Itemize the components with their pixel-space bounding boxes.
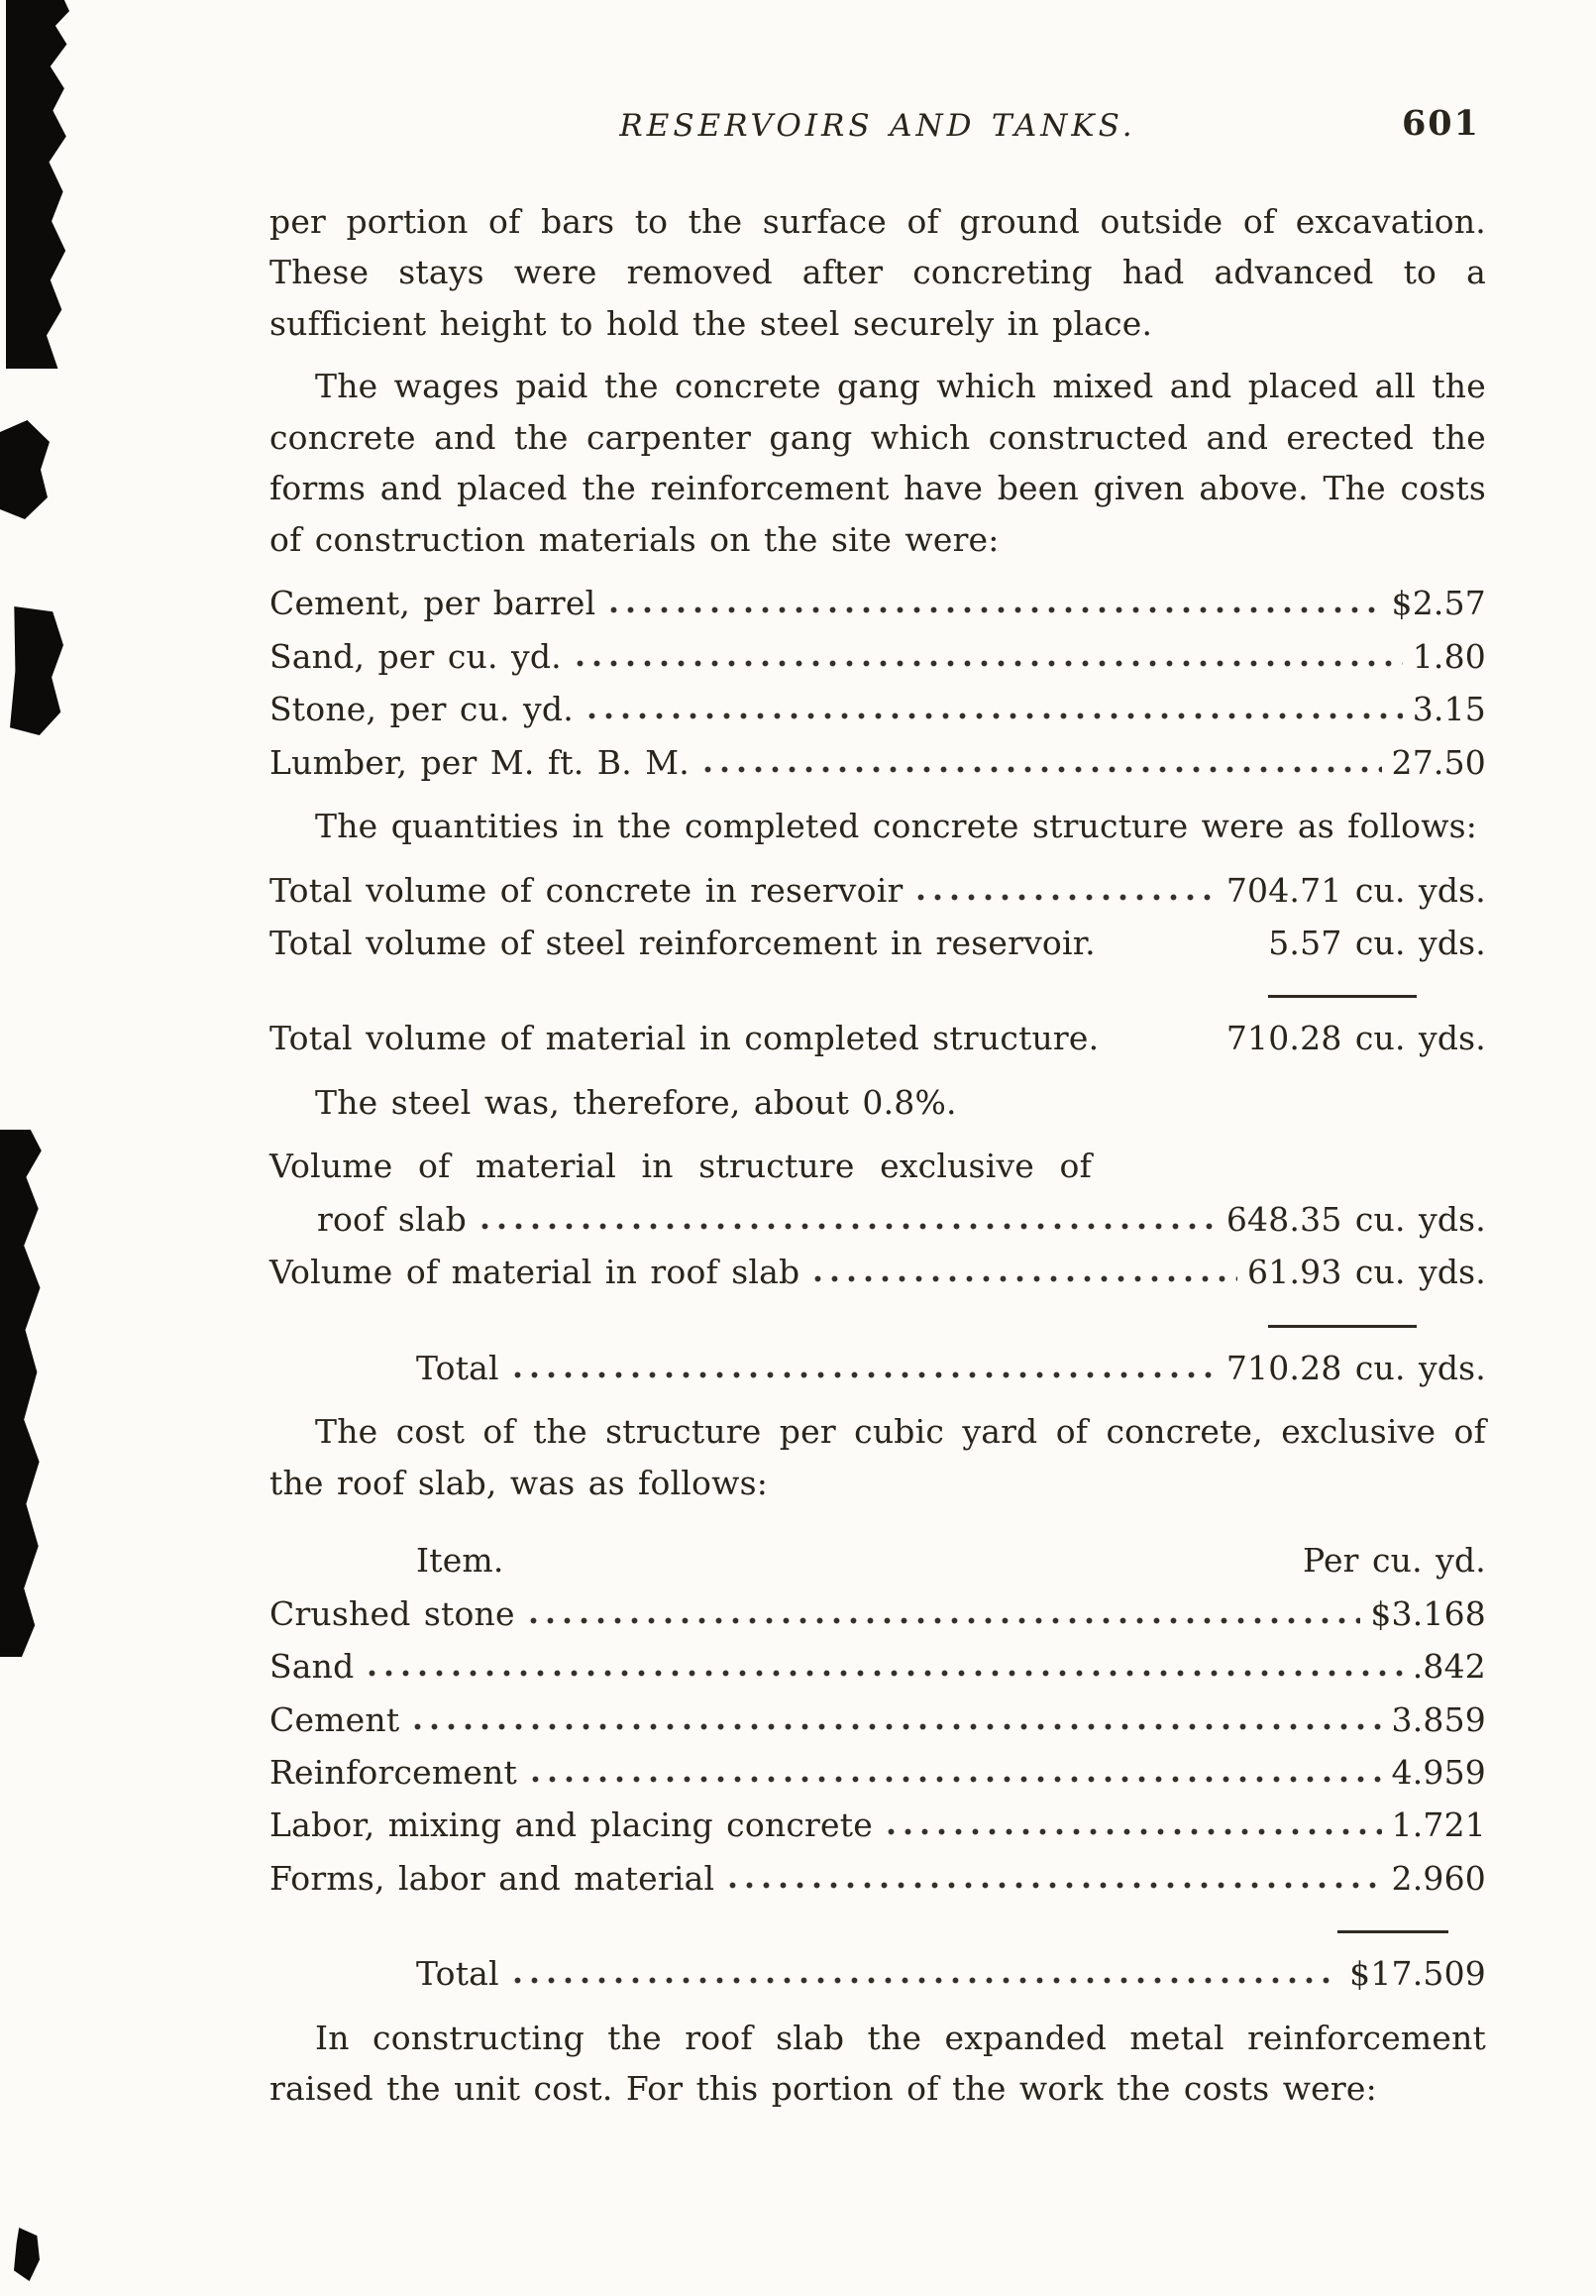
page-number: 601 — [1401, 103, 1480, 144]
dot-leader — [584, 711, 1403, 720]
item-value: 648.35 cu. yds. — [1225, 1199, 1486, 1239]
materials-cost-list — [269, 577, 1486, 789]
item-value: $3.168 — [1370, 1593, 1486, 1633]
list-item — [269, 577, 1486, 629]
dot-leader — [509, 1976, 1339, 1985]
scan-ink-artifact — [14, 2228, 40, 2281]
scan-ink-artifact — [0, 420, 50, 519]
table-row — [269, 1694, 1486, 1746]
item-value: 3.15 — [1412, 690, 1486, 729]
item-label: Cement, per barrel — [269, 584, 596, 623]
sum-rule — [1268, 995, 1417, 998]
paragraph-roof-slab: In constructing the roof slab the expanded metal reinforcement raised the unit cost. For this portion of the work the costs were: — [269, 2018, 1486, 2109]
dot-leader — [509, 1370, 1217, 1379]
item-value: 2.960 — [1391, 1858, 1486, 1898]
item-label: Total volume of steel reinforcement in reservoir. — [269, 924, 1096, 963]
item-label: Stone, per cu. yd. — [269, 690, 574, 729]
item-value: 27.50 — [1391, 742, 1486, 782]
page-content — [269, 99, 1486, 2115]
volumes-list — [269, 1140, 1486, 1298]
cost-table-header — [269, 1534, 1486, 1586]
paragraph-continuation: per portion of bars to the surface of ground outside of excavation. These stays were removed after concreting had advanced to a sufficient height to hold the steel securely in place. — [269, 202, 1486, 343]
chapter-running-title: RESERVOIRS AND TANKS. — [619, 108, 1136, 144]
sum-rule — [1268, 1325, 1417, 1328]
item-value: $2.57 — [1391, 584, 1486, 623]
list-item — [269, 630, 1486, 683]
list-item — [269, 683, 1486, 735]
paragraph-wages: The wages paid the concrete gang which mixed and placed all the concrete and the carpenter gang which constructed and erected the forms and placed the reinforcement have been given above. The costs of construction materials on the site were: — [269, 367, 1486, 559]
item-value: 1.721 — [1391, 1805, 1486, 1845]
item-value: 704.71 cu. yds. — [1225, 870, 1486, 910]
dot-leader — [912, 893, 1216, 902]
total-label: Total — [416, 1348, 499, 1387]
volumes-total-row — [269, 1342, 1486, 1394]
dot-leader — [572, 659, 1403, 668]
column-header-per-cu-yd: Per cu. yd. — [1303, 1541, 1486, 1581]
list-item-line2 — [269, 1193, 1486, 1246]
list-item — [269, 864, 1486, 917]
item-label: Sand — [269, 1647, 355, 1687]
total-value: $17.509 — [1349, 1954, 1486, 1994]
item-value: 61.93 cu. yds. — [1247, 1253, 1486, 1292]
list-item — [269, 1246, 1486, 1298]
cost-table-rows — [269, 1587, 1486, 1906]
dot-leader — [699, 765, 1382, 774]
item-label: Crushed stone — [269, 1593, 515, 1633]
dot-leader — [409, 1722, 1381, 1731]
dot-leader — [809, 1274, 1237, 1283]
item-label: roof slab — [317, 1199, 467, 1239]
total-value: 710.28 cu. yds. — [1225, 1348, 1486, 1387]
dot-leader — [364, 1669, 1402, 1678]
item-value: 3.859 — [1391, 1699, 1486, 1739]
item-value: 1.80 — [1412, 636, 1486, 676]
column-header-item: Item. — [416, 1541, 504, 1581]
table-row — [269, 1587, 1486, 1640]
dot-leader — [477, 1222, 1217, 1231]
scan-ink-artifact — [10, 606, 63, 735]
table-row — [269, 1746, 1486, 1799]
list-item — [269, 917, 1486, 969]
item-label: Volume of material in roof slab — [269, 1253, 800, 1292]
table-row — [269, 1799, 1486, 1851]
item-label: Total volume of concrete in reservoir — [269, 870, 904, 910]
table-row — [269, 1852, 1486, 1905]
table-row — [269, 1640, 1486, 1693]
item-value: 4.959 — [1391, 1752, 1486, 1792]
item-label: Sand, per cu. yd. — [269, 636, 562, 676]
item-value: 5.57 cu. yds. — [1268, 924, 1486, 963]
dot-leader — [605, 605, 1381, 614]
running-head — [269, 99, 1486, 151]
item-label: Reinforcement — [269, 1752, 517, 1792]
dot-leader — [527, 1775, 1382, 1784]
item-label: Cement — [269, 1699, 400, 1739]
item-label: Lumber, per M. ft. B. M. — [269, 742, 690, 782]
dot-leader — [525, 1616, 1361, 1625]
total-label: Total volume of material in completed structure. — [269, 1019, 1100, 1058]
paragraph-cost-per-yard: The cost of the structure per cubic yard of concrete, exclusive of the roof slab, was as follows: — [269, 1412, 1486, 1502]
item-label: Labor, mixing and placing concrete — [269, 1805, 873, 1845]
quantities-list — [269, 864, 1486, 970]
scan-ink-artifact — [6, 0, 69, 369]
paragraph-quantities: The quantities in the completed concrete structure were as follows: — [315, 807, 1478, 846]
item-label: Forms, labor and material — [269, 1858, 715, 1898]
cost-table-total-row — [269, 1947, 1486, 2000]
paragraph-steel-percent: The steel was, therefore, about 0.8%. — [315, 1082, 957, 1122]
sum-rule — [1337, 1930, 1448, 1933]
total-value: 710.28 cu. yds. — [1225, 1019, 1486, 1058]
dot-leader — [883, 1827, 1382, 1836]
quantities-total-row — [269, 1012, 1486, 1064]
list-item — [269, 736, 1486, 789]
list-item-line1 — [269, 1140, 1486, 1192]
total-label: Total — [416, 1954, 499, 1994]
item-value: .842 — [1412, 1647, 1486, 1687]
scan-ink-artifact — [0, 1130, 44, 1657]
item-label: Volume of material in structure exclusive of — [269, 1147, 1093, 1186]
dot-leader — [724, 1881, 1381, 1890]
